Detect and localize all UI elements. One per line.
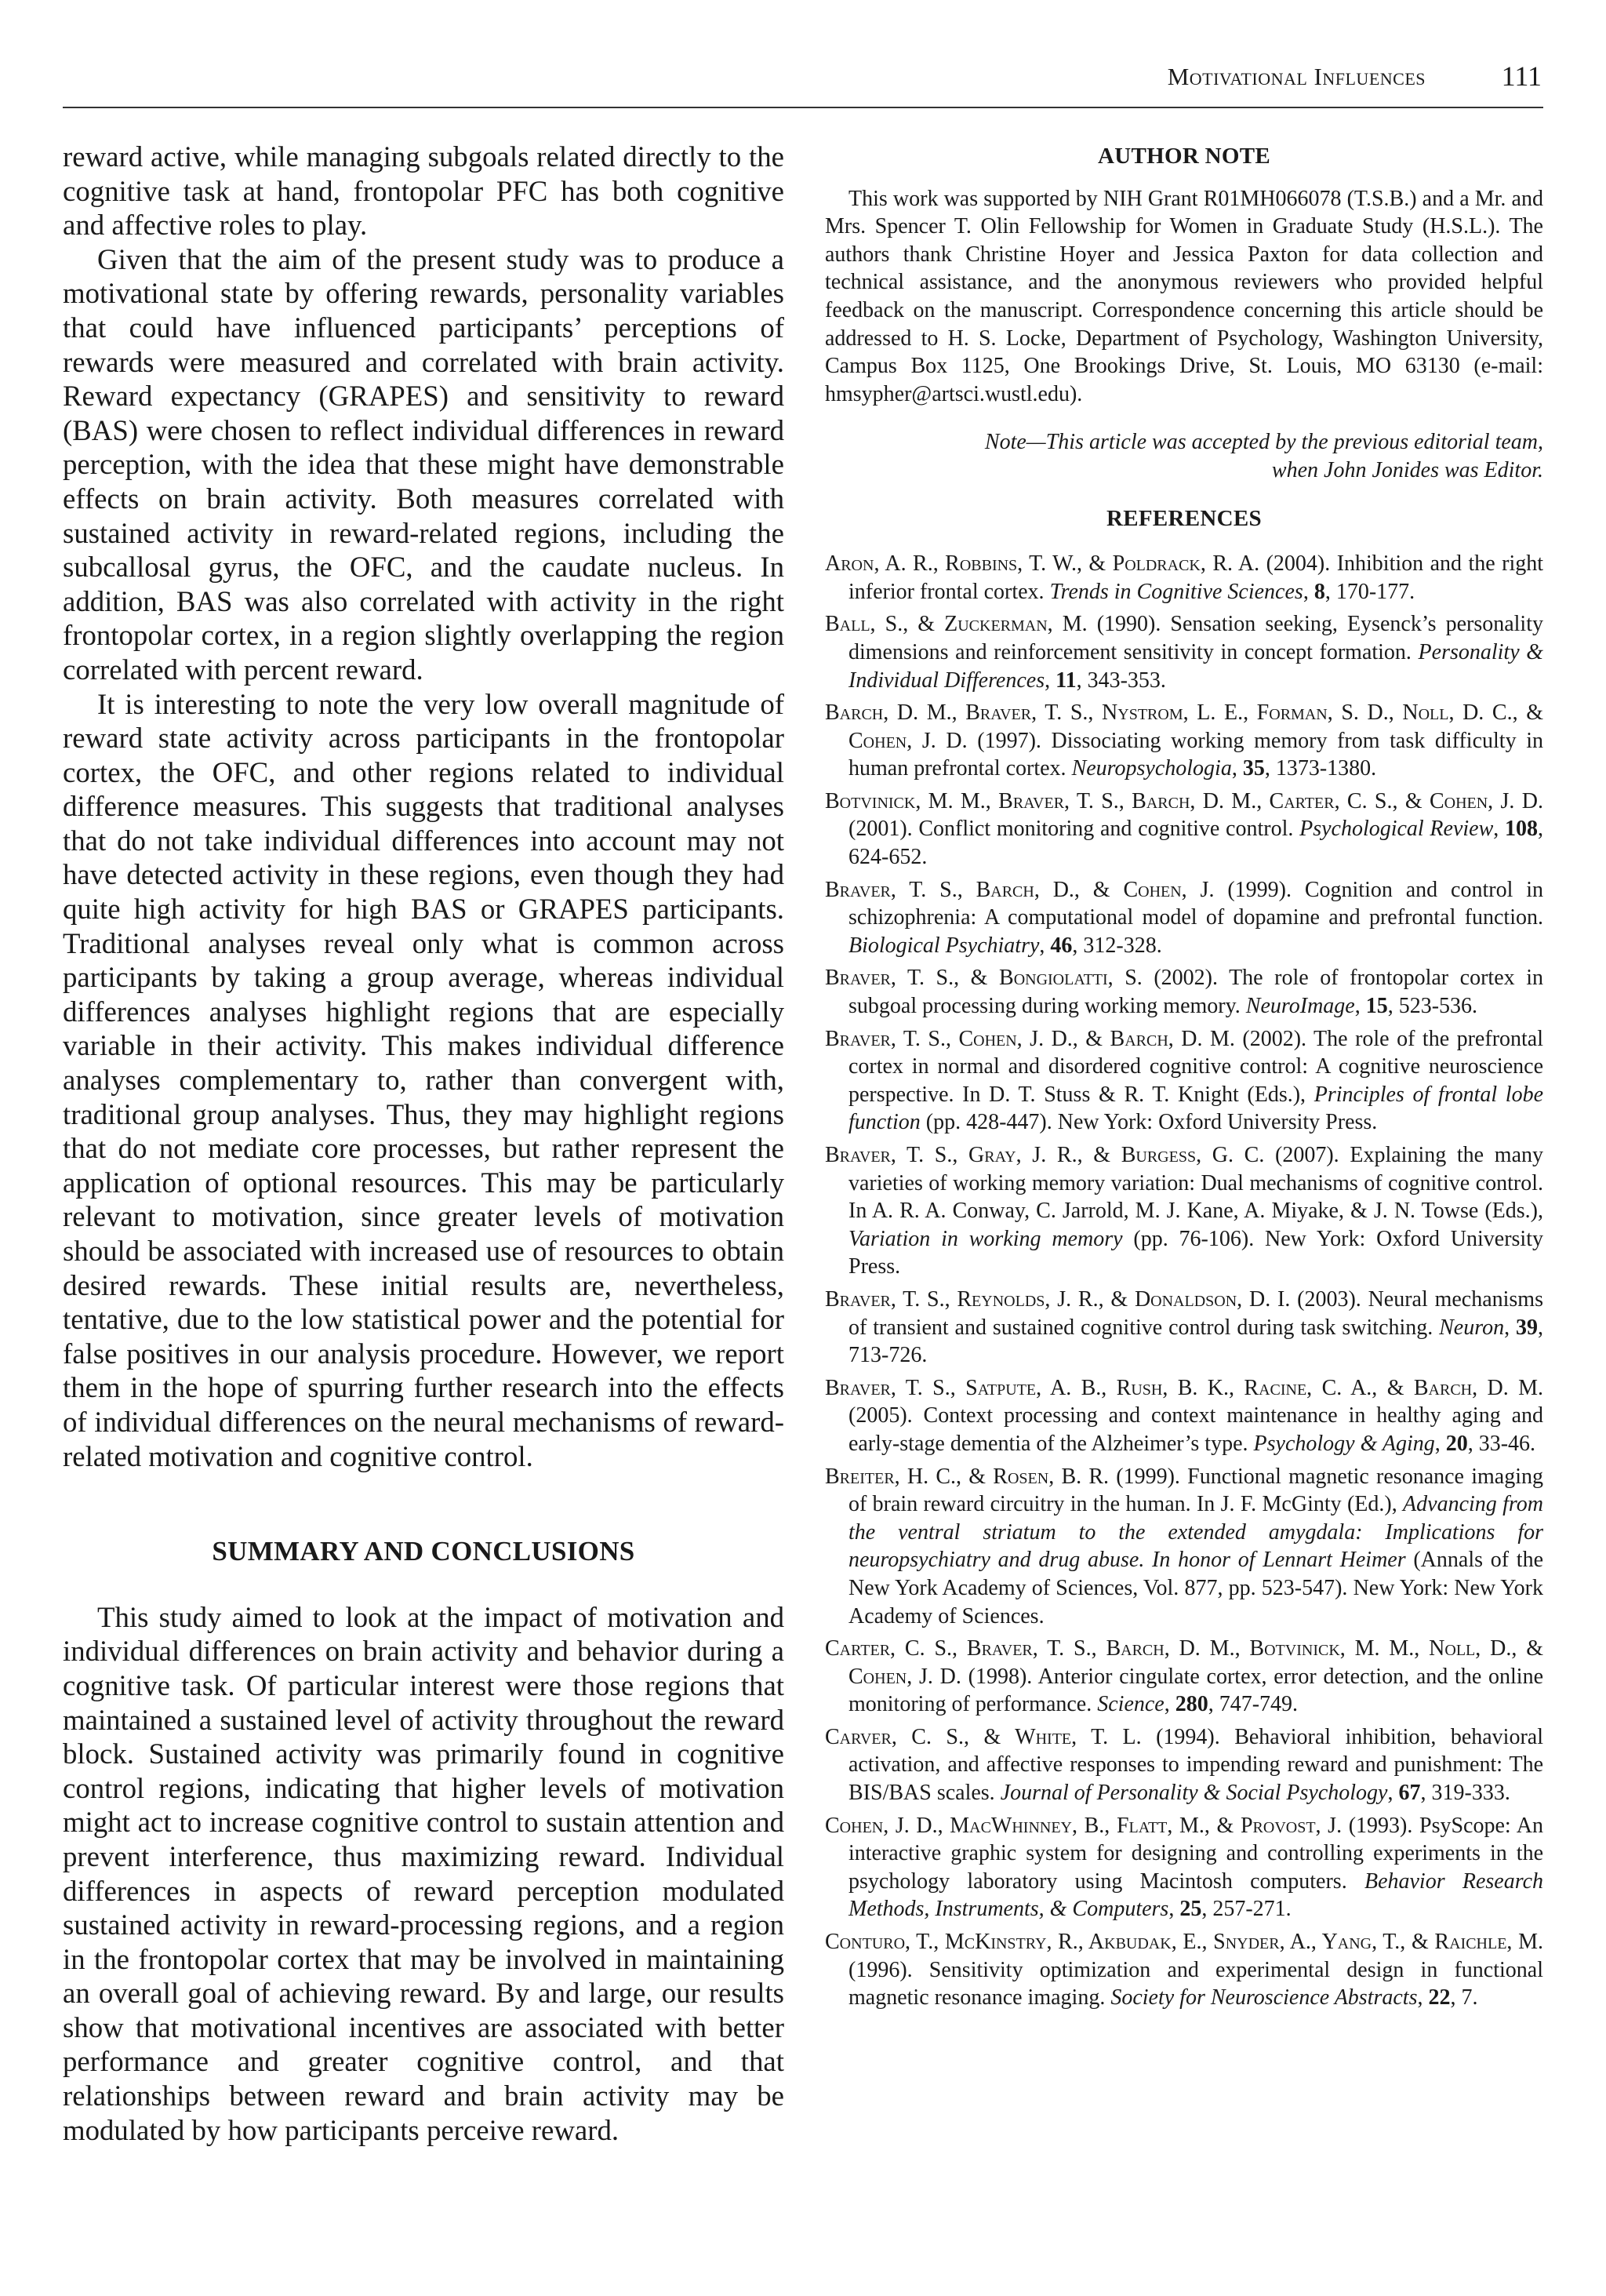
editor-note-line: when John Jonides was Editor. (1271, 457, 1543, 482)
reference-authors: Braver, T. S., Barch, D., & Cohen, J. (825, 877, 1215, 902)
reference-item (825, 788, 1543, 871)
reference-item (825, 1286, 1543, 1370)
body-paragraph: It is interesting to note the very low overall magnitude of reward state activity across participants in the frontopolar cortex, the OFC, and other regions related to individual difference measures. This suggests that traditional analyses that do not take individual differences into account may not have detected activity in these regions, even though they had quite high activity for high BAS or GRAPES participants. Traditional analyses reveal only what is common across participants by taking a group average, whereas individual differences analyses highlight regions that are especially variable in their activity. This makes individual difference analyses complementary to, rather than convergent with, traditional group analyses. Thus, they may highlight regions that do not mediate core processes, but rather represent the application of optional resources. This may be particularly relevant to motivation, since greater levels of motivation should be associated with increased use of resources to obtain desired rewards. These initial results are, nevertheless, tentative, due to the low statistical power and the potential for false positives in our analysis procedure. However, we report them in the hope of spurring further research into the effects of individual differences on the neural mechanisms of reward-related motivation and cognitive control. (63, 687, 784, 1472)
reference-separator: , (1493, 817, 1505, 842)
reference-item (825, 1635, 1543, 1719)
reference-text: (1993). PsyScope: An interactive graphic system for designing and controlling experiments in the psychology laboratory using Macintosh computers. (848, 1813, 1543, 1894)
reference-text: (1999). Cognition and control in schizophrenia: A computational model of dopamine and prefrontal function. (848, 877, 1543, 930)
reference-source: NeuroImage (1245, 994, 1355, 1019)
reference-separator: (Annals of the New York Academy of Sciences, Vol. 877, pp. 523-547). New York: New York Academy of Sciences. (848, 1548, 1543, 1628)
reference-item (825, 1812, 1543, 1923)
reference-pages: , 1373-1380. (1264, 756, 1377, 781)
reference-volume: 35 (1242, 756, 1265, 781)
reference-authors: Botvinick, M. M., Braver, T. S., Barch, D. M., Carter, C. S., & Cohen, J. D. (825, 788, 1543, 813)
reference-volume: 11 (1056, 668, 1077, 693)
reference-separator: , (1164, 1692, 1175, 1717)
running-title: Motivational Influences (1167, 63, 1426, 90)
reference-pages: , 319-333. (1420, 1781, 1510, 1806)
reference-separator: , (1434, 1431, 1446, 1456)
reference-volume: 108 (1505, 817, 1538, 842)
reference-source: Psychological Review (1299, 817, 1494, 842)
reference-authors: Carter, C. S., Braver, T. S., Barch, D. M., Botvinick, M. M., Noll, D., & Cohen, J. D. (825, 1636, 1543, 1689)
reference-pages: , 343-353. (1076, 668, 1166, 693)
page-header (63, 58, 1543, 105)
reference-volume: 67 (1398, 1781, 1421, 1806)
reference-volume: 15 (1365, 994, 1388, 1019)
reference-authors: Braver, T. S., & Bongiolatti, S. (825, 966, 1143, 991)
reference-authors: Barch, D. M., Braver, T. S., Nystrom, L. E., Forman, S. D., Noll, D. C., & Cohen, J. D. (825, 700, 1543, 753)
reference-separator: , (1504, 1315, 1516, 1340)
reference-pages: , 747-749. (1208, 1692, 1299, 1717)
reference-source: Personality & Individual Differences (848, 639, 1543, 693)
reference-text: (1996). Sensitivity optimization and experimental design in functional magnetic resonance imaging. (848, 1957, 1543, 2010)
reference-source: Neuropsychologia (1071, 756, 1232, 781)
reference-authors: Breiter, H. C., & Rosen, B. R. (825, 1464, 1110, 1489)
reference-authors: Carver, C. S., & White, T. L. (825, 1724, 1142, 1749)
reference-item (825, 610, 1543, 694)
reference-pages: , 523-536. (1387, 994, 1478, 1019)
reference-source: Journal of Personality & Social Psychology (1000, 1781, 1388, 1806)
reference-text: (2005). Context processing and context maintenance in healthy aging and early-stage dementia of the Alzheimer’s type. (848, 1403, 1543, 1456)
section-heading: SUMMARY AND CONCLUSIONS (212, 1536, 635, 1567)
reference-item (825, 1141, 1543, 1281)
reference-list (825, 550, 1543, 2012)
reference-text: (1998). Anterior cingulate cortex, error detection, and the online monitoring of performance. (848, 1664, 1544, 1717)
reference-authors: Cohen, J. D., MacWhinney, B., Flatt, M., & Provost, J. (825, 1813, 1343, 1838)
reference-separator: , (1168, 1897, 1180, 1922)
author-note-heading: AUTHOR NOTE (1097, 144, 1271, 169)
reference-separator: , (1387, 1781, 1399, 1806)
reference-source: Science (1097, 1692, 1165, 1717)
reference-authors: Braver, T. S., Reynolds, J. R., & Donaldson, D. I. (825, 1286, 1291, 1312)
reference-volume: 39 (1516, 1315, 1538, 1340)
reference-source: Psychology & Aging (1253, 1431, 1435, 1456)
reference-pages: , 7. (1450, 1985, 1478, 2010)
references-heading: REFERENCES (1106, 505, 1262, 531)
reference-source: Trends in Cognitive Sciences (1049, 579, 1303, 604)
reference-text: (2003). Neural mechanisms of transient and sustained cognitive control during task switching. (848, 1286, 1543, 1340)
reference-text: (2002). The role of frontopolar cortex in subgoal processing during working memory. (848, 966, 1543, 1019)
reference-item (825, 1723, 1543, 1807)
reference-source: Biological Psychiatry (848, 933, 1040, 958)
reference-item (825, 964, 1543, 1020)
reference-source: Variation in working memory (848, 1226, 1123, 1251)
reference-item (825, 1463, 1543, 1631)
reference-separator: , (1417, 1985, 1429, 2010)
reference-pages: , 713-726. (848, 1315, 1543, 1368)
reference-separator: , (1045, 668, 1056, 693)
reference-pages: , 33-46. (1467, 1431, 1536, 1456)
reference-pages: , 312-328. (1072, 933, 1162, 958)
left-column (63, 140, 784, 2147)
reference-text: (1997). Dissociating working memory from task difficulty in human prefrontal cortex. (848, 728, 1543, 781)
reference-text: (2004). Inhibition and the right inferior frontal cortex. (848, 551, 1544, 604)
reference-authors: Braver, T. S., Satpute, A. B., Rush, B. K., Racine, C. A., & Barch, D. M. (825, 1375, 1543, 1400)
reference-text: (2007). Explaining the many varieties of working memory variation: Dual mechanisms of cognitive control. In A. R. A. Conway, C. Jarrold, M. J. Kane, A. Miyake, & J. N. Towse (Eds.), (848, 1143, 1544, 1224)
reference-text: (1999). Functional magnetic resonance imaging of brain reward circuitry in the human. In J. F. McGinty (Ed.), (848, 1464, 1543, 1517)
editor-note-line: Note—This article was accepted by the previous editorial team, (984, 430, 1543, 455)
reference-pages: , 624-652. (848, 817, 1543, 870)
reference-separator: , (1231, 756, 1243, 781)
reference-item (825, 550, 1543, 606)
reference-pages: , 257-271. (1201, 1897, 1292, 1922)
reference-volume: 46 (1050, 933, 1073, 958)
reference-separator: , (1354, 994, 1366, 1019)
reference-source: Society for Neuroscience Abstracts (1110, 1985, 1418, 2010)
reference-separator: , (1303, 579, 1314, 604)
reference-volume: 8 (1314, 579, 1325, 604)
author-note: This work was supported by NIH Grant R01MH066078 (T.S.B.) and a Mr. and Mrs. Spencer T. Olin Fellowship for Women in Graduate Study (H.S.L.). The authors thank Christine Hoyer and Jessica Paxton for data collection and technical assistance, and the anonymous reviewers who provided helpful feedback on the manuscript. Correspondence concerning this article should be addressed to H. S. Locke, Department of Psychology, Washington University, Campus Box 1125, One Brookings Drive, St. Louis, MO 63130 (e-mail: hmsypher@artsci.wustl.edu). (825, 186, 1543, 406)
reference-item (825, 1374, 1543, 1458)
reference-authors: Aron, A. R., Robbins, T. W., & Poldrack, R. A. (825, 551, 1260, 577)
reference-authors: Braver, T. S., Gray, J. R., & Burgess, G. C. (825, 1143, 1265, 1167)
summary-paragraph: This study aimed to look at the impact of motivation and individual differences on brain activity and behavior during a cognitive task. Of particular interest were those regions that maintained a sustained level of activity throughout the reward block. Sustained activity was primarily found in cognitive control regions, indicating that higher levels of motivation might act to increase cognitive control to sustain attention and prevent interference, thus maximizing reward. Individual differences in aspects of reward perception modulated sustained activity in reward-processing regions, and a region in the frontopolar cortex that may be involved in maintaining an overall goal of achieving reward. By and large, our results show that motivational incentives are associated with better performance and greater cognitive control, and that relationships between reward and brain activity may be modulated by how participants perceive reward. (63, 1600, 784, 2146)
reference-item (825, 1025, 1543, 1137)
right-column (825, 143, 1543, 2017)
header-rule (63, 107, 1543, 108)
reference-text: (2002). The role of the prefrontal cortex in normal and disordered cognitive control: A cognitive neuroscience perspective. In D. T. Stuss & R. T. Knight (Eds.), (848, 1026, 1543, 1107)
reference-source: Behavior Research Methods, Instruments, & Computers (848, 1868, 1543, 1922)
reference-item (825, 1928, 1543, 2012)
reference-source: Neuron (1439, 1315, 1505, 1340)
reference-volume: 20 (1445, 1431, 1468, 1456)
reference-volume: 25 (1179, 1897, 1202, 1922)
editor-note (825, 428, 1543, 484)
body-paragraph: reward active, while managing subgoals related directly to the cognitive task at hand, frontopolar PFC has both cognitive and affective roles to play. (63, 140, 784, 242)
reference-authors: Ball, S., & Zuckerman, M. (825, 612, 1088, 637)
reference-volume: 280 (1175, 1692, 1208, 1717)
reference-volume: 22 (1428, 1985, 1451, 2010)
reference-separator: (pp. 428-447). New York: Oxford University Press. (920, 1110, 1378, 1135)
reference-authors: Braver, T. S., Cohen, J. D., & Barch, D. M. (825, 1026, 1235, 1051)
reference-text: (1990). Sensation seeking, Eysenck’s personality dimensions and reinforcement sensitivity in concept formation. (848, 612, 1543, 664)
body-paragraph: Given that the aim of the present study was to produce a motivational state by offering rewards, personality variables that could have influenced participants’ perceptions of rewards were measured and correlated with brain activity. Reward expectancy (GRAPES) and sensitivity to reward (BAS) were chosen to reflect individual differences in reward perception, with the idea that these might have demonstrable effects on brain activity. Both measures correlated with sustained activity in reward-related regions, including the subcallosal gyrus, the OFC, and the caudate nucleus. In addition, BAS was also correlated with activity in the right frontopolar cortex, in a region slightly overlapping the region correlated with percent reward. (63, 242, 784, 686)
reference-separator: (pp. 76-106). New York: Oxford University Press. (848, 1226, 1543, 1279)
reference-source: Advancing from the ventral striatum to the extended amygdala: Implications for neuropsychiatry and drug abuse. In honor of Lennart Heimer (848, 1492, 1543, 1573)
reference-text: (2001). Conflict monitoring and cognitive control. (848, 817, 1300, 842)
reference-separator: , (1039, 933, 1051, 958)
reference-pages: , 170-177. (1324, 579, 1415, 604)
reference-item (825, 876, 1543, 960)
reference-item (825, 699, 1543, 783)
page-number: 111 (1501, 60, 1542, 92)
reference-text: (1994). Behavioral inhibition, behavioral activation, and affective responses to impending reward and punishment: The BIS/BAS scales. (848, 1724, 1543, 1806)
reference-source: Principles of frontal lobe function (848, 1082, 1543, 1135)
reference-authors: Conturo, T., McKinstry, R., Akbudak, E., Snyder, A., Yang, T., & Raichle, M. (825, 1930, 1543, 1955)
